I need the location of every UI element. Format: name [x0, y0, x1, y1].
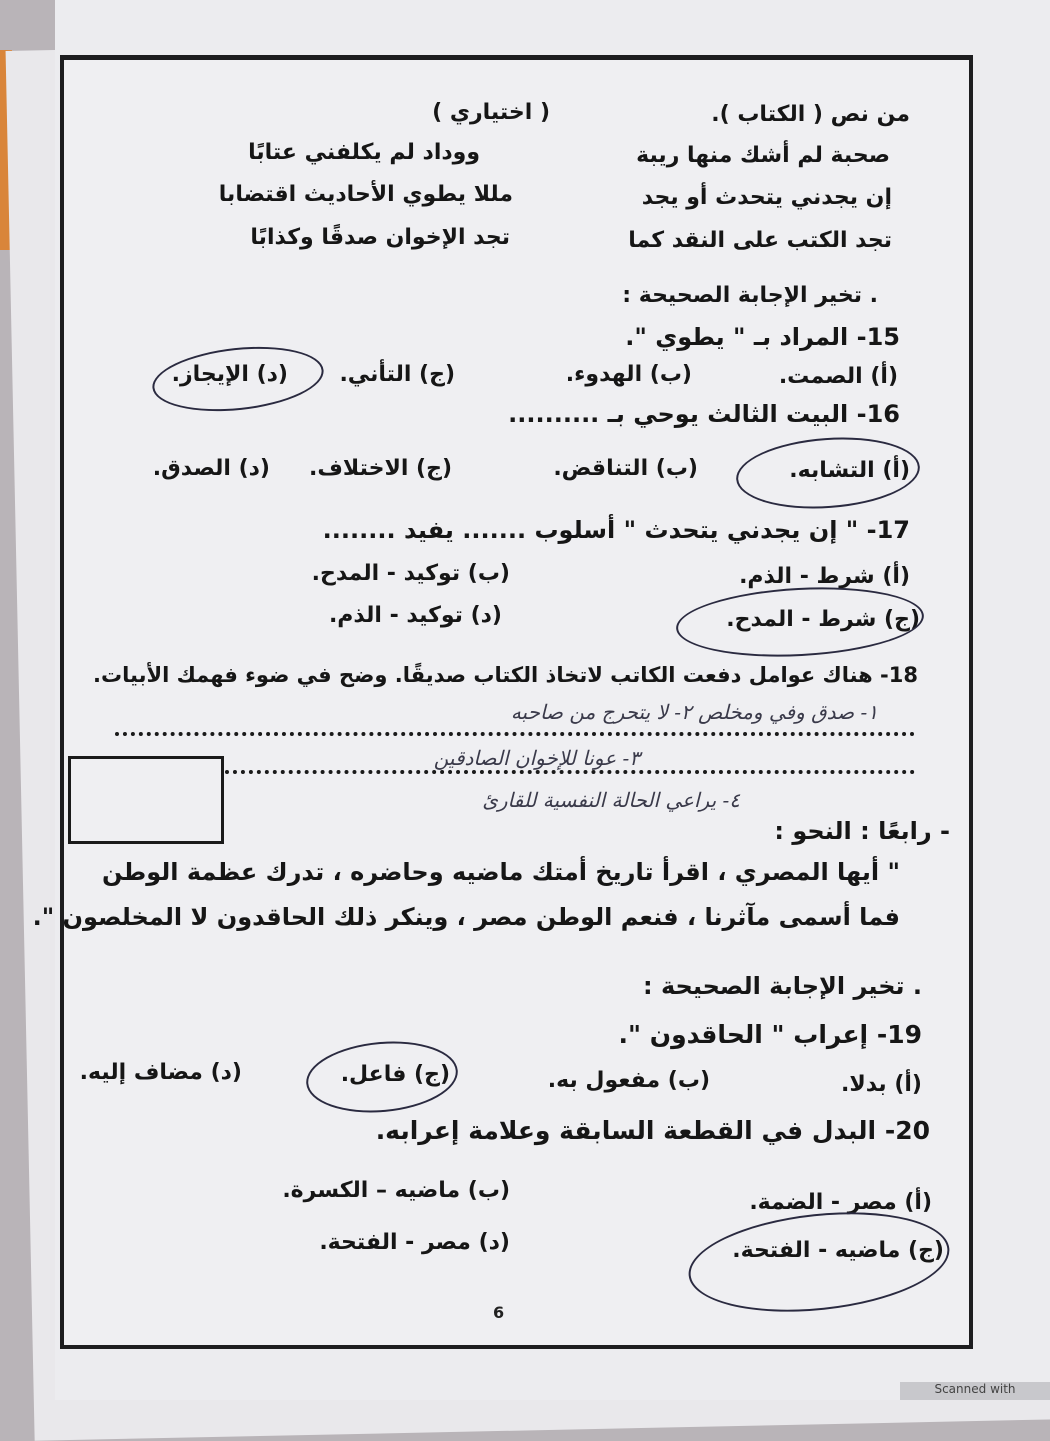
- handwritten-answer-3: ٤- يراعي الحالة النفسية للقارئ: [482, 788, 740, 812]
- verse-2-left: مللا يطوي الأحاديث اقتضابا: [218, 182, 513, 207]
- instruction-choose-correct-2: . تخير الإجابة الصحيحة :: [643, 972, 922, 1000]
- question-20: 20- البدل في القطعة السابقة وعلامة إعرابه.: [375, 1116, 930, 1145]
- q17-option-d: (د) توكيد - الذم.: [328, 603, 502, 628]
- grammar-passage-line-2: فما أسمى مآثرنا ، فنعم الوطن مصر ، وينكر ذلك الحاقدون لا المخلصون ".: [32, 903, 900, 931]
- verse-1-right: صحبة لم أشك منها ريبة: [636, 143, 890, 168]
- page-number: 6: [493, 1303, 505, 1322]
- verse-3-left: تجد الإخوان صدقًا وكذابًا: [250, 225, 510, 250]
- question-16: 16- البيت الثالث يوحي بـ ..........: [508, 400, 900, 428]
- poem-source-label: من نص ( الكتاب ).: [711, 102, 910, 127]
- q15-option-d: (د) الإيجاز.: [171, 362, 288, 387]
- scan-stamp: Scanned with: [900, 1382, 1050, 1400]
- q20-option-a: (أ) مصر - الضمة.: [749, 1190, 932, 1215]
- q16-option-d: (د) الصدق.: [152, 456, 270, 481]
- q19-option-b: (ب) مفعول به.: [547, 1068, 710, 1093]
- q19-option-d: (د) مضاف إليه.: [79, 1060, 242, 1085]
- q20-option-b: (ب) ماضيه – الكسرة.: [282, 1178, 510, 1203]
- section-grammar-title: - رابعًا : النحو :: [774, 817, 950, 845]
- q15-option-b: (ب) الهدوء.: [565, 362, 692, 387]
- question-17: 17- " إن يجدني يتحدث " أسلوب ....... يفيد ........: [322, 516, 910, 544]
- verse-1-left: ووداد لم يكلفني عتابًا: [248, 140, 480, 165]
- q16-option-a: (أ) التشابه.: [789, 458, 910, 483]
- question-15: 15- المراد بـ " يطوي ".: [625, 323, 900, 351]
- instruction-choose-correct: . تخير الإجابة الصحيحة :: [622, 283, 878, 308]
- grammar-passage-line-1: " أيها المصري ، اقرأ تاريخ أمتك ماضيه وحاضره ، تدرك عظمة الوطن: [102, 858, 900, 886]
- q19-option-a: (أ) بدلا.: [840, 1072, 922, 1097]
- optional-label: ( اختياري ): [432, 100, 550, 125]
- q15-option-a: (أ) الصمت.: [778, 364, 898, 389]
- q17-option-a: (أ) شرط - الذم.: [739, 564, 910, 589]
- score-box: [68, 756, 224, 844]
- answer-dotted-line-2: [225, 770, 915, 774]
- q20-option-c: (ج) ماضيه - الفتحة.: [732, 1238, 944, 1263]
- handwritten-answer-1: ١- صدق وفي ومخلص ٢- لا يتحرج من صاحبه: [510, 700, 878, 724]
- question-19: 19- إعراب " الحاقدون ".: [618, 1020, 922, 1049]
- handwritten-answer-2: ٣- عونا للإخوان الصادقين: [433, 746, 640, 770]
- answer-dotted-line-1: [115, 732, 915, 736]
- q16-option-b: (ب) التناقض.: [553, 456, 698, 481]
- question-18: 18- هناك عوامل دفعت الكاتب لاتخاذ الكتاب صديقًا. وضح في ضوء فهمك الأبيات.: [93, 663, 918, 687]
- verse-2-right: إن يجدني يتحدث أو يجد: [641, 185, 892, 210]
- q19-option-c: (ج) فاعل.: [340, 1062, 450, 1087]
- q17-option-b: (ب) توكيد - المدح.: [311, 561, 510, 586]
- q16-option-c: (ج) الاختلاف.: [309, 456, 452, 481]
- q15-option-c: (ج) التأني.: [339, 362, 455, 387]
- verse-3-right: تجد الكتب على النقد كما: [628, 228, 892, 253]
- q20-option-d: (د) مصر - الفتحة.: [319, 1230, 510, 1255]
- q17-option-c: (ج) شرط - المدح.: [726, 607, 920, 632]
